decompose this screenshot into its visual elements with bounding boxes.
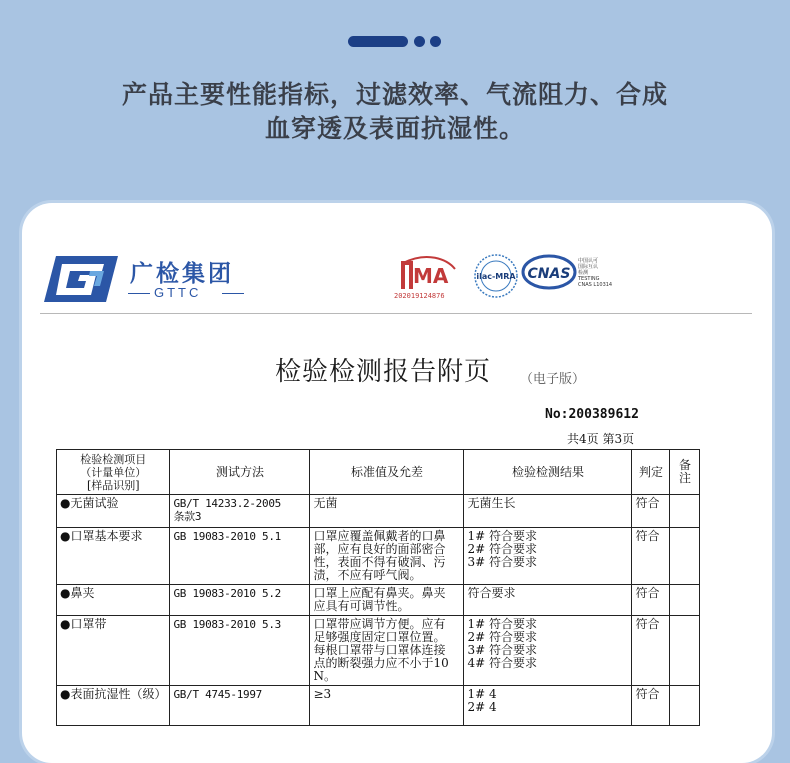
header-result: 检验检测结果	[464, 450, 632, 495]
cell-item-line: ●无菌试验	[60, 496, 119, 510]
cell-judgement-line: 符合	[635, 586, 660, 600]
cell-item-line: ●鼻夹	[60, 586, 95, 600]
ilac-mra-icon	[472, 252, 520, 300]
header-divider	[40, 313, 752, 314]
cnas-text: CNAS	[527, 266, 571, 282]
cell-result-line: 4# 符合要求	[467, 656, 537, 670]
cnas-caption-line: 检测	[578, 270, 589, 276]
cell-standard	[310, 528, 464, 585]
cell-remark	[670, 616, 700, 686]
cell-result	[464, 585, 632, 616]
cma-number: 202019124876	[394, 292, 445, 300]
cell-result-line: 3# 符合要求	[467, 643, 537, 657]
cell-item	[57, 616, 170, 686]
page-indicator	[348, 36, 448, 48]
cell-standard-line: 足够强度固定口罩位置。	[313, 630, 446, 644]
cell-judgement-line: 符合	[635, 617, 660, 631]
cnas-caption-line: 中国认可	[578, 258, 599, 264]
cell-result-line: 符合要求	[467, 586, 516, 600]
headline-line-2: 血穿透及表面抗湿性。	[264, 114, 525, 143]
cell-item	[57, 528, 170, 585]
header-item	[57, 450, 170, 495]
report-table	[56, 449, 700, 726]
cell-result-line: 1# 符合要求	[467, 617, 537, 631]
cell-result-line: 无菌生长	[467, 496, 516, 510]
cell-standard-line: 部，应有良好的面部密合	[313, 542, 446, 556]
cell-method	[170, 495, 310, 528]
cnas-caption-line: TESTING	[578, 276, 600, 282]
header-item-line: 检验检测项目	[80, 452, 147, 466]
cma-text: MA	[413, 264, 449, 288]
cell-item	[57, 686, 170, 726]
cell-standard-line: 无菌	[313, 496, 338, 510]
headline	[0, 78, 790, 146]
cell-result-line: 1# 符合要求	[467, 529, 537, 543]
cell-judgement-line: 符合	[635, 529, 660, 543]
cell-method-line: GB/T 4745-1997	[173, 688, 263, 701]
header-remark: 备注	[670, 450, 700, 495]
indicator-dot	[414, 36, 425, 47]
cell-standard-line: 点的断裂强力应不小于10	[313, 656, 449, 670]
cell-remark	[670, 585, 700, 616]
cell-standard-line: 口罩上应配有鼻夹。鼻夹	[313, 586, 446, 600]
gttc-logo-icon	[42, 254, 120, 304]
cell-standard-line: 每根口罩带与口罩体连接	[313, 643, 446, 657]
cell-method-line: GB 19083-2010 5.1	[173, 530, 281, 543]
cell-method	[170, 686, 310, 726]
cell-remark	[670, 495, 700, 528]
cell-result-line: 1# 4	[467, 687, 497, 701]
cell-judgement-line: 符合	[635, 496, 660, 510]
cell-standard-line: N。	[313, 669, 336, 683]
divider	[128, 293, 150, 294]
indicator-active	[348, 36, 408, 47]
cnas-caption-line: 国际互认	[578, 264, 599, 270]
header-method: 测试方法	[170, 450, 310, 495]
cell-standard	[310, 495, 464, 528]
company-name-cn: 广检集团	[130, 261, 234, 287]
page-count: 共4页 第3页	[567, 432, 635, 446]
cell-standard-line: 应具有可调节性。	[313, 599, 410, 613]
table-header-row	[57, 450, 700, 495]
cell-item	[57, 585, 170, 616]
report-number: No:200389612	[545, 407, 639, 422]
cell-method	[170, 616, 310, 686]
cnas-caption	[578, 258, 612, 288]
document-title: 检验检测报告附页	[275, 357, 492, 387]
cell-result	[464, 495, 632, 528]
cell-method	[170, 585, 310, 616]
table-row	[57, 495, 700, 528]
table-body	[57, 495, 700, 726]
cell-result	[464, 686, 632, 726]
company-name-en-wrap	[128, 285, 246, 303]
cell-judgement	[632, 495, 670, 528]
document-subtitle: （电子版）	[520, 372, 586, 387]
cell-standard-line: 口罩带应调节方便。应有	[313, 617, 446, 631]
cell-judgement	[632, 585, 670, 616]
header-item-line: [样品识别]	[86, 478, 140, 492]
cell-result-line: 2# 符合要求	[467, 542, 537, 556]
company-name-en: GTTC	[154, 285, 202, 300]
cell-judgement-line: 符合	[635, 687, 660, 701]
header-standard: 标准值及允差	[310, 450, 464, 495]
cell-method	[170, 528, 310, 585]
table-row	[57, 528, 700, 585]
cell-remark	[670, 528, 700, 585]
cell-standard-line: 口罩应覆盖佩戴者的口鼻	[313, 529, 446, 543]
header-judgement: 判定	[632, 450, 670, 495]
cell-item-line: ●口罩基本要求	[60, 529, 143, 543]
cell-result	[464, 616, 632, 686]
cell-judgement	[632, 528, 670, 585]
header-item-line: （计量单位）	[80, 465, 147, 479]
ilac-text: ilac-MRA	[476, 272, 516, 281]
cell-method-line: GB 19083-2010 5.2	[173, 587, 281, 600]
cell-item	[57, 495, 170, 528]
table-row	[57, 616, 700, 686]
cell-method-line: GB 19083-2010 5.3	[173, 618, 281, 631]
table-row	[57, 585, 700, 616]
cell-judgement	[632, 686, 670, 726]
cell-item-line: ●表面抗湿性（级）	[60, 687, 167, 701]
cell-judgement	[632, 616, 670, 686]
cell-standard-line: 渍，不应有呼气阀。	[313, 568, 422, 582]
cnas-icon	[520, 252, 578, 292]
headline-line-1: 产品主要性能指标，过滤效率、气流阻力、合成	[121, 80, 668, 109]
table-row	[57, 686, 700, 726]
cell-standard-line: 性，表面不得有破洞、污	[313, 555, 446, 569]
cnas-caption-line: CNAS L10314	[578, 282, 613, 288]
cell-result	[464, 528, 632, 585]
divider	[222, 293, 244, 294]
cell-result-line: 3# 符合要求	[467, 555, 537, 569]
cell-method-line: 条款3	[173, 510, 202, 523]
cell-remark	[670, 686, 700, 726]
cell-result-line: 2# 符合要求	[467, 630, 537, 644]
cell-result-line: 2# 4	[467, 700, 497, 714]
indicator-dot	[430, 36, 441, 47]
cell-standard-line: ≥3	[313, 687, 332, 701]
cell-method-line: GB/T 14233.2-2005	[173, 497, 281, 510]
cell-item-line: ●口罩带	[60, 617, 107, 631]
cell-standard	[310, 585, 464, 616]
cell-standard	[310, 616, 464, 686]
cell-standard	[310, 686, 464, 726]
